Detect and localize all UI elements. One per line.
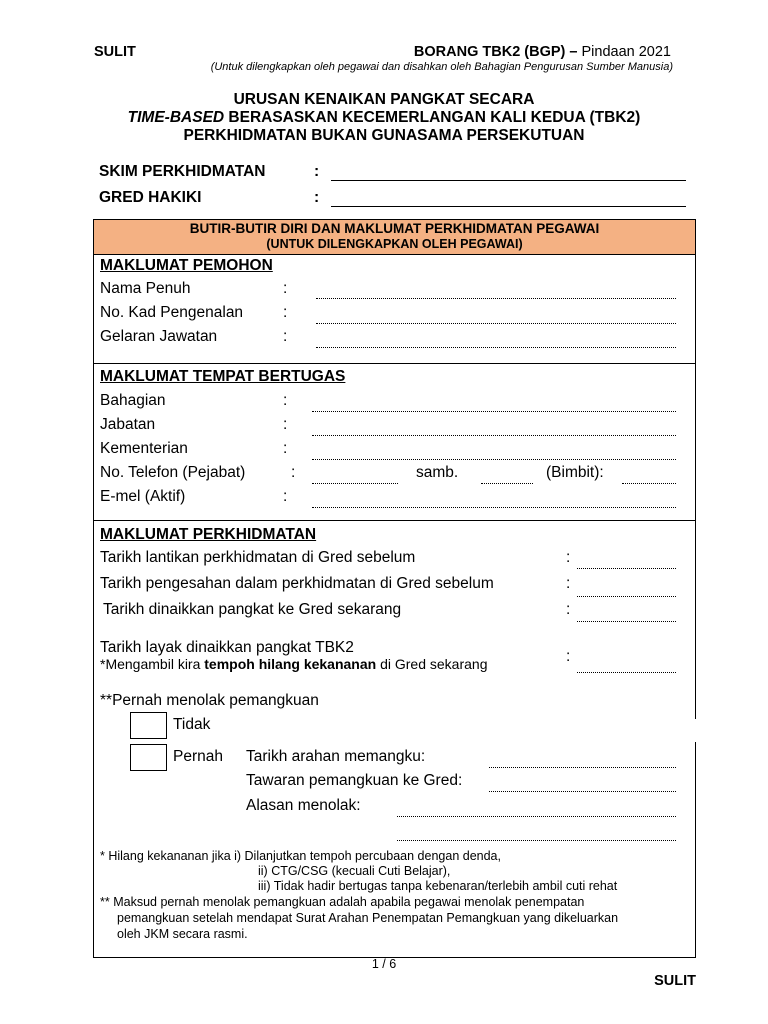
layak-colon: : — [566, 648, 571, 665]
pengesahan-label: Tarikh pengesahan dalam perkhidmatan di Gred sebelum — [100, 575, 494, 592]
gred-colon: : — [314, 189, 320, 206]
tempat-heading: MAKLUMAT TEMPAT BERTUGAS — [100, 368, 346, 385]
kp-label: No. Kad Pengenalan — [100, 304, 244, 321]
skim-colon: : — [314, 163, 320, 180]
title-line-2 — [0, 109, 768, 127]
layak-note-pre: *Mengambil kira — [100, 656, 205, 672]
telefon-field[interactable] — [312, 483, 398, 484]
gelaran-colon: : — [283, 328, 288, 345]
bahagian-colon: : — [283, 392, 288, 409]
alasan-field-2[interactable] — [397, 840, 676, 841]
box-header-subtitle: (UNTUK DILENGKAPKAN OLEH PEGAWAI) — [266, 237, 523, 251]
box-right-border-notch — [695, 711, 696, 719]
pernah-label: Pernah — [173, 748, 223, 765]
note-5: pemangkuan setelah mendapat Surat Arahan Penempatan Pemangkuan yang dikeluarkan — [117, 911, 619, 925]
dinaikkan-label: Tarikh dinaikkan pangkat ke Gred sekarang — [103, 601, 402, 618]
footer-classification: SULIT — [654, 973, 696, 989]
header-classification: SULIT — [94, 44, 136, 60]
note-6: oleh JKM secara rasmi. — [117, 927, 248, 941]
box-right-border-top — [695, 219, 696, 711]
dinaikkan-field[interactable] — [577, 621, 676, 622]
kp-field[interactable] — [316, 323, 676, 324]
pemohon-heading: MAKLUMAT PEMOHON — [100, 257, 273, 274]
form-code — [414, 44, 671, 60]
bimbit-label: (Bimbit): — [546, 464, 604, 481]
perkhidmatan-heading: MAKLUMAT PERKHIDMATAN — [100, 526, 317, 543]
kementerian-colon: : — [283, 440, 288, 457]
note-3: iii) Tidak hadir bertugas tanpa kebenaran/terlebih ambil cuti rehat — [258, 879, 618, 893]
tawaran-field[interactable] — [489, 791, 676, 792]
note-4: ** Maksud pernah menolak pemangkuan adalah apabila pegawai menolak penempatan — [100, 895, 585, 909]
alasan-field-1[interactable] — [397, 816, 676, 817]
header-instruction: (Untuk dilengkapkan oleh pegawai dan disahkan oleh Bahagian Pengurusan Sumber Manusia) — [210, 61, 673, 73]
tidak-checkbox[interactable] — [130, 712, 167, 739]
kementerian-field[interactable] — [312, 459, 676, 460]
pengesahan-colon: : — [566, 575, 571, 592]
emel-label: E-mel (Aktif) — [100, 488, 186, 505]
note-1: * Hilang kekananan jika i) Dilanjutkan tempoh percubaan dengan denda, — [100, 849, 501, 863]
skim-label: SKIM PERKHIDMATAN — [99, 163, 266, 180]
arahan-field[interactable] — [489, 767, 676, 768]
bahagian-field[interactable] — [312, 411, 676, 412]
page-number: 1 / 6 — [371, 957, 397, 971]
divider-1 — [94, 363, 695, 364]
kementerian-label: Kementerian — [100, 440, 188, 457]
telefon-label: No. Telefon (Pejabat) — [100, 464, 246, 481]
title-time-based: TIME-BASED — [127, 109, 225, 126]
layak-note — [100, 656, 488, 672]
samb-label: samb. — [416, 464, 459, 481]
form-code-label: BORANG TBK2 (BGP) – — [413, 44, 578, 60]
title-line-3: PERKHIDMATAN BUKAN GUNASAMA PERSEKUTUAN — [183, 127, 585, 144]
jabatan-label: Jabatan — [100, 416, 156, 433]
title-line-2-rest: BERASASKAN KECEMERLANGAN KALI KEDUA (TBK2) — [224, 109, 641, 126]
layak-label: Tarikh layak dinaikkan pangkat TBK2 — [100, 639, 354, 656]
layak-note-post: di Gred sekarang — [376, 656, 488, 672]
nama-label: Nama Penuh — [100, 280, 191, 297]
title-line-1: URUSAN KENAIKAN PANGKAT SECARA — [233, 91, 535, 108]
jabatan-field[interactable] — [312, 435, 676, 436]
samb-field[interactable] — [481, 483, 533, 484]
dinaikkan-colon: : — [566, 601, 571, 618]
layak-field[interactable] — [577, 672, 676, 673]
box-right-border-bottom — [695, 742, 696, 957]
kp-colon: : — [283, 304, 288, 321]
gelaran-label: Gelaran Jawatan — [100, 328, 218, 345]
arahan-label: Tarikh arahan memangku: — [246, 748, 426, 765]
jabatan-colon: : — [283, 416, 288, 433]
layak-note-bold: tempoh hilang kekananan — [204, 656, 377, 672]
gelaran-field[interactable] — [316, 347, 676, 348]
gred-label: GRED HAKIKI — [99, 189, 202, 206]
gred-field[interactable] — [331, 206, 686, 207]
alasan-label: Alasan menolak: — [246, 797, 361, 814]
amendment-label: Pindaan 2021 — [581, 44, 671, 60]
lantikan-field[interactable] — [577, 568, 676, 569]
bimbit-field[interactable] — [622, 483, 676, 484]
emel-field[interactable] — [312, 507, 676, 508]
pernah-checkbox[interactable] — [130, 744, 167, 771]
nama-colon: : — [283, 280, 288, 297]
emel-colon: : — [283, 488, 288, 505]
bahagian-label: Bahagian — [100, 392, 166, 409]
nama-field[interactable] — [316, 298, 676, 299]
tawaran-label: Tawaran pemangkuan ke Gred: — [246, 772, 463, 789]
box-header-title: BUTIR-BUTIR DIRI DAN MAKLUMAT PERKHIDMATAN PEGAWAI — [189, 221, 600, 236]
divider-2 — [94, 520, 695, 521]
pengesahan-field[interactable] — [577, 596, 676, 597]
lantikan-label: Tarikh lantikan perkhidmatan di Gred sebelum — [100, 549, 416, 566]
skim-field[interactable] — [331, 180, 686, 181]
note-2: ii) CTG/CSG (kecuali Cuti Belajar), — [258, 864, 451, 878]
lantikan-colon: : — [566, 549, 571, 566]
menolak-label: **Pernah menolak pemangkuan — [100, 692, 319, 709]
telefon-colon: : — [291, 464, 296, 481]
tidak-label: Tidak — [173, 716, 211, 733]
